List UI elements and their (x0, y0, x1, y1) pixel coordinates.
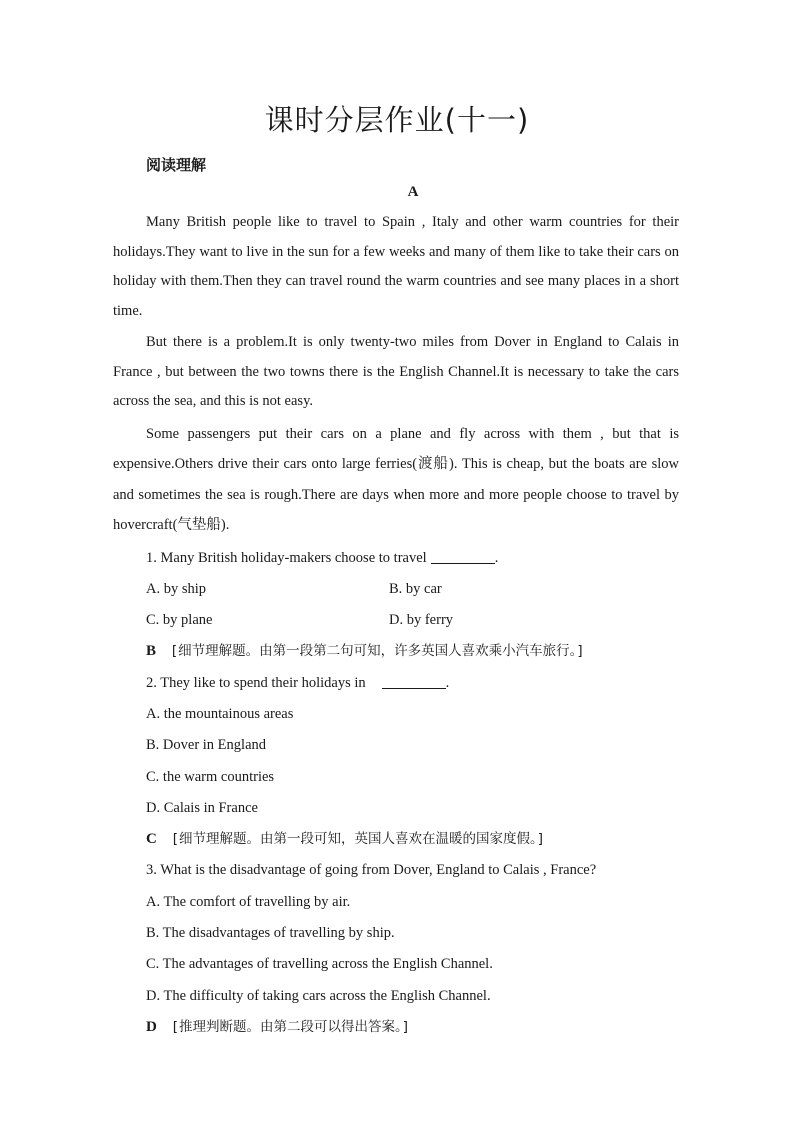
answer-letter: C (146, 831, 157, 848)
option-a: A. The comfort of travelling by air. (146, 893, 351, 910)
option-row (146, 605, 679, 636)
question-2 (113, 668, 679, 856)
passage-paragraph: Some passengers put their cars on a plane and fly across with them , but that is expensive.Others drive their cars onto large ferries(渡船). This is cheap, but the boats are slow and sometimes the sea is rough.There are days when more and more people choose to travel by hovercraft(气垫船). (113, 425, 679, 533)
answer-text: [细节理解题。由第一段第二句可知，许多英国人喜欢乘小汽车旅行。] (170, 643, 585, 660)
question-1 (113, 543, 679, 668)
option-d: D. Calais in France (146, 799, 258, 816)
passage-paragraph: Many British people like to travel to Spain , Italy and other warm countries for their holidays.They want to live in the sun for a few weeks and many of them like to take their cars on holiday with them.Then they can travel round the warm countries and see many places in a short time. (113, 214, 679, 319)
option-a: A. by ship (146, 580, 207, 597)
question-stem: 2. They like to spend their holidays in . (146, 668, 679, 699)
passage-content (113, 208, 679, 1043)
section-heading: 阅读理解 (146, 156, 207, 174)
option-b: B. by car (389, 580, 442, 597)
option-b: B. Dover in England (146, 737, 267, 754)
option-c: C. The advantages of travelling across the English Channel. (146, 956, 493, 973)
answer-explanation (146, 636, 679, 667)
option-row (146, 574, 679, 605)
page-title: 课时分层作业(十一) (264, 103, 530, 137)
option-b: B. The disadvantages of travelling by ship. (146, 925, 395, 942)
answer-explanation (146, 824, 679, 855)
passage-label: A (407, 184, 419, 200)
answer-letter: B (146, 643, 157, 660)
answer-text: [推理判断题。由第二段可以得出答案。] (170, 1018, 410, 1035)
question-3 (113, 855, 679, 1043)
answer-text: [细节理解题。由第一段可知，英国人喜欢在温暖的国家度假。] (170, 831, 545, 848)
question-stem: 3. What is the disadvantage of going from Dover, England to Calais , France? (146, 862, 597, 879)
answer-blank (382, 672, 446, 689)
answer-letter: D (146, 1018, 157, 1035)
option-d: D. The difficulty of taking cars across the English Channel. (146, 987, 491, 1004)
answer-explanation (146, 1012, 679, 1043)
option-d: D. by ferry (389, 612, 454, 629)
option-a: A. the mountainous areas (146, 705, 294, 722)
option-c: C. the warm countries (146, 768, 275, 785)
question-stem: 1. Many British holiday-makers choose to travel . (146, 543, 679, 574)
passage-paragraph: But there is a problem.It is only twenty-two miles from Dover in England to Calais in France , but between the two towns there is the English Channel.It is necessary to take the cars across the sea, and this is not easy. (113, 334, 679, 409)
answer-blank (431, 547, 495, 564)
option-c: C. by plane (146, 612, 213, 629)
